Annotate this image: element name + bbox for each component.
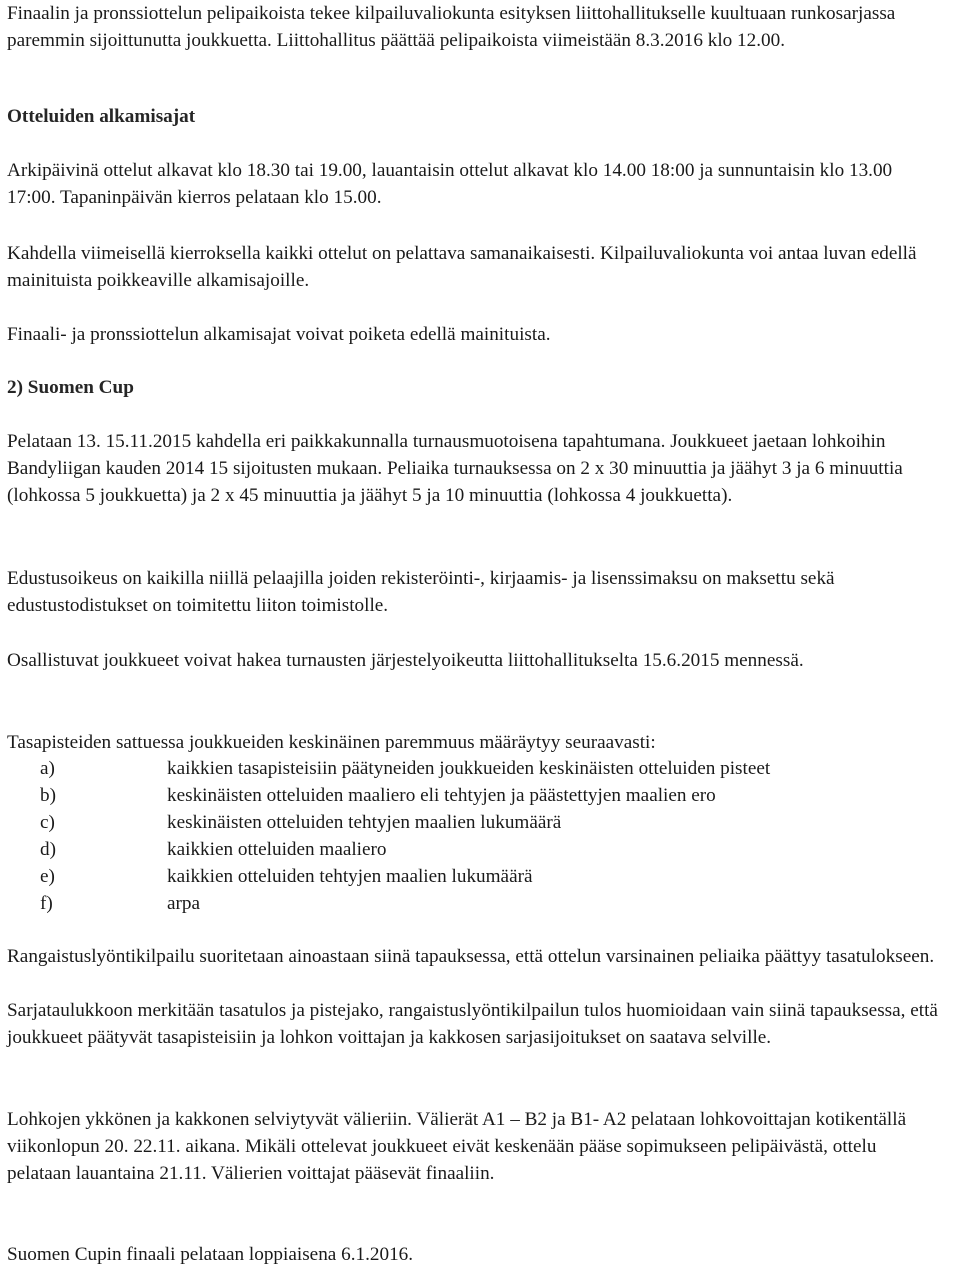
list-item-text: kaikkien otteluiden tehtyjen maalien lukumäärä	[167, 866, 533, 887]
paragraph-edustusoikeus: Edustusoikeus on kaikilla niillä pelaajilla joiden rekisteröinti-, kirjaamis- ja lisenssimaksu on maksettu sekä edustustodistukset on toimitettu liiton toimistolle.	[7, 568, 835, 616]
list-marker: f)	[40, 893, 53, 914]
list-item	[7, 890, 955, 917]
list-item-text: arpa	[167, 893, 201, 914]
list-marker: c)	[40, 812, 55, 833]
list-item	[7, 755, 955, 782]
heading-suomen-cup: 2) Suomen Cup	[7, 377, 134, 398]
list-item	[7, 836, 955, 863]
list-marker: d)	[40, 839, 56, 860]
list-item-text: kaikkien tasapisteisiin päätyneiden joukkueiden keskinäisten otteluiden pisteet	[167, 758, 771, 779]
paragraph-tasapisteet: Tasapisteiden sattuessa joukkueiden keskinäinen paremmuus määräytyy seuraavasti:	[7, 732, 656, 753]
paragraph-finaali-alkamisajat: Finaali- ja pronssiottelun alkamisajat voivat poiketa edellä mainituista.	[7, 324, 551, 345]
list-item-text: kaikkien otteluiden maaliero	[167, 839, 387, 860]
paragraph-pelipaikat: Finaalin ja pronssiottelun pelipaikoista tekee kilpailuvaliokunta esityksen liittohallitukselle kuultuaan runkosarjassa paremmin sijoittunutta joukkuetta. Liittohallitus päättää pelipaikoista viimeistään 8.3.2016 klo 12.00.	[7, 3, 896, 51]
list-marker: a)	[40, 758, 55, 779]
paragraph-viimeiset-kierrokset: Kahdella viimeisellä kierroksella kaikki ottelut on pelattava samanaikaisesti. Kilpailuvaliokunta voi antaa luvan edellä mainituista poikkeaville alkamisajoille.	[7, 243, 917, 291]
tiebreak-list	[7, 755, 955, 917]
list-marker: e)	[40, 866, 55, 887]
paragraph-rangaistuslyonti: Rangaistuslyöntikilpailu suoritetaan ainoastaan siinä tapauksessa, että ottelun varsinainen peliaika päättyy tasatulokseen.	[7, 946, 935, 967]
paragraph-jarjestelyoikeus: Osallistuvat joukkueet voivat hakea turnausten järjestelyoikeutta liittohallitukselta 15.6.2015 mennessä.	[7, 650, 804, 671]
paragraph-valierat: Lohkojen ykkönen ja kakkonen selviytyvät välieriin. Välierät A1 – B2 ja B1- A2 pelataan lohkovoittajan kotikentällä viikonlopun 20. 22.11. aikana. Mikäli ottelevat joukkueet eivät keskenään pääse sopimukseen pelipäivästä, ottelu pelataan lauantaina 21.11. Välierien voittajat pääsevät finaaliin.	[7, 1109, 907, 1184]
list-item-text: keskinäisten otteluiden tehtyjen maalien lukumäärä	[167, 812, 562, 833]
paragraph-sarjataulukko: Sarjataulukkoon merkitään tasatulos ja pistejako, rangaistuslyöntikilpailun tulos huomioidaan vain siinä tapauksessa, että joukkueet päätyvät tasapisteisiin ja lohkon voittajan ja kakkosen sarjasijoitukset on saatava selville.	[7, 1000, 938, 1048]
list-item	[7, 809, 955, 836]
list-marker: b)	[40, 785, 56, 806]
list-item	[7, 863, 955, 890]
paragraph-cup-ajankohta: Pelataan 13. 15.11.2015 kahdella eri paikkakunnalla turnausmuotoisena tapahtumana. Joukkueet jaetaan lohkoihin Bandyliigan kauden 2014 15 sijoitusten mukaan. Peliaika turnauksessa on 2 x 30 minuuttia ja jäähyt 3 ja 6 minuuttia (lohkossa 5 joukkuetta) ja 2 x 45 minuuttia ja jäähyt 5 ja 10 minuuttia (lohkossa 4 joukkuetta).	[7, 431, 903, 506]
paragraph-alkamisajat: Arkipäivinä ottelut alkavat klo 18.30 tai 19.00, lauantaisin ottelut alkavat klo 14.00 18:00 ja sunnuntaisin klo 13.00 17:00. Tapaninpäivän kierros pelataan klo 15.00.	[7, 160, 893, 208]
list-item	[7, 782, 955, 809]
paragraph-finaali: Suomen Cupin finaali pelataan loppiaisena 6.1.2016.	[7, 1244, 414, 1265]
heading-alkamisajat: Otteluiden alkamisajat	[7, 106, 196, 127]
list-item-text: keskinäisten otteluiden maaliero eli tehtyjen ja päästettyjen maalien ero	[167, 785, 716, 806]
